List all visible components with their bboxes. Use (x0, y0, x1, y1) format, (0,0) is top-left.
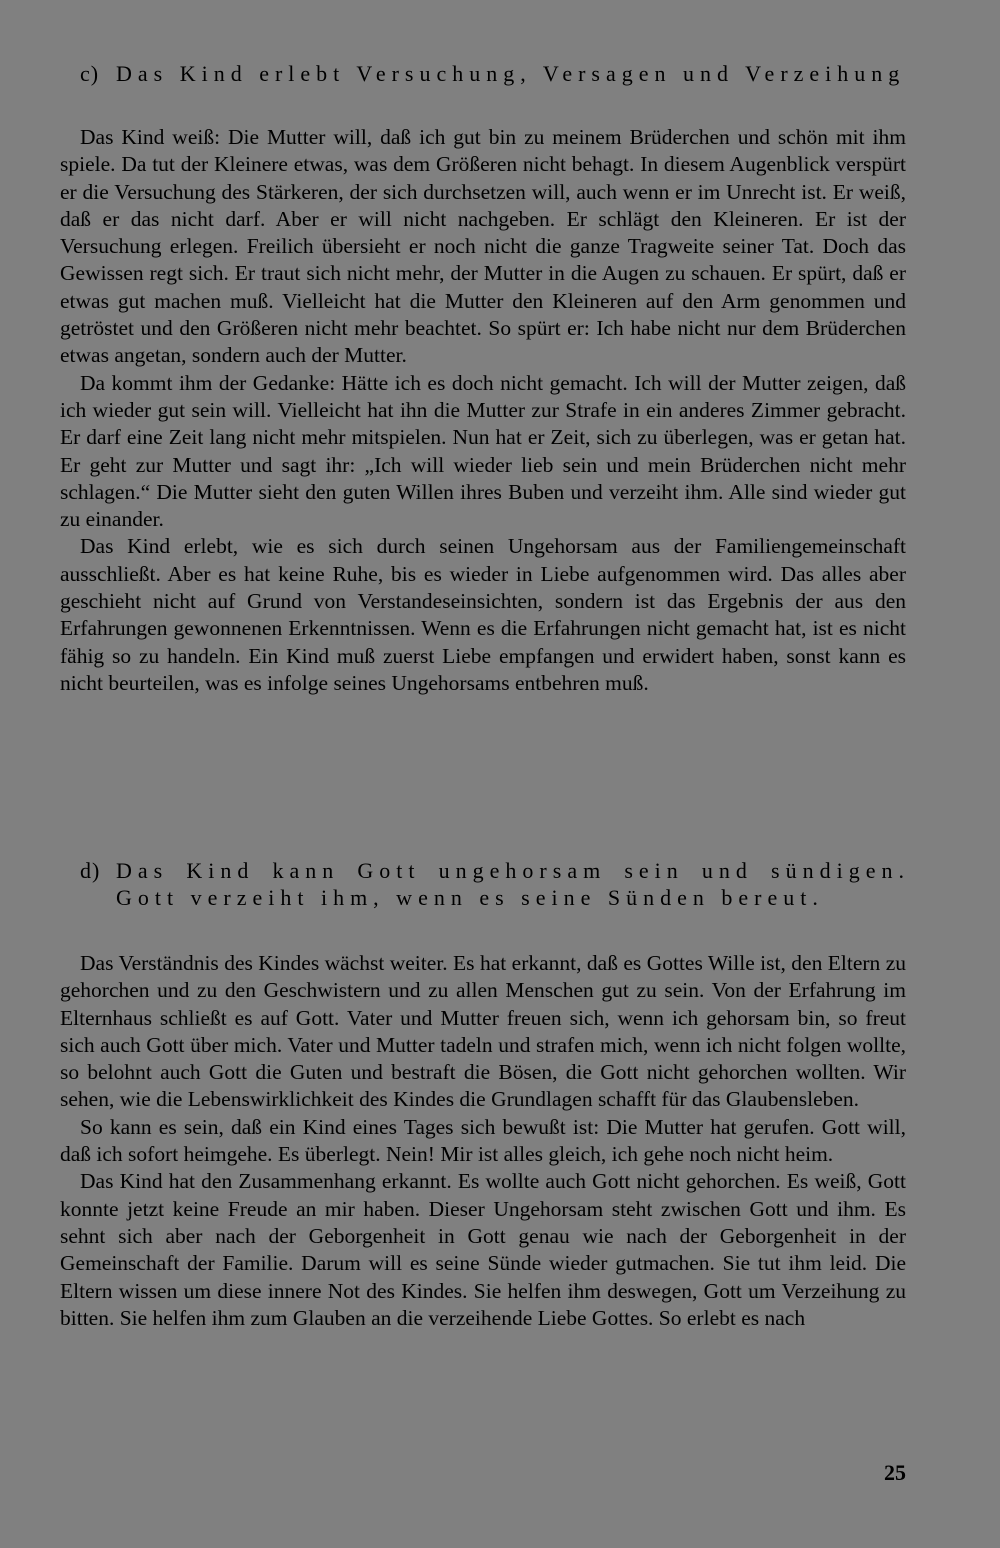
section-c-paragraph-3: Das Kind erlebt, wie es sich durch seinen Ungehorsam aus der Familiengemeinschaft ausschließt. Aber es hat keine Ruhe, bis es wieder in Liebe aufgenommen wird. Das alles aber geschieht nicht auf Grund von Verstandeseinsichten, sondern ist das Ergebnis der aus den Erfahrungen gewonnenen Erkenntnissen. Wenn es die Erfahrungen nicht gemacht hat, ist es nicht fähig so zu handeln. Ein Kind muß zuerst Liebe empfangen und erwidert haben, sonst kann es nicht beurteilen, was es infolge seines Ungehorsams entbehren muß. (60, 534, 906, 695)
section-d-heading (80, 857, 910, 911)
section-c-paragraph-1: Das Kind weiß: Die Mutter will, daß ich gut bin zu meinem Brüderchen und schön mit ihm spiele. Da tut der Kleinere etwas, was dem Größeren nicht behagt. In diesem Augenblick verspürt er die Versuchung des Stärkeren, der sich durchsetzen will, auch wenn er im Unrecht ist. Er weiß, daß er das nicht darf. Aber er will nicht nachgeben. Er schlägt den Kleineren. Er ist der Versuchung erlegen. Freilich übersieht er noch nicht die ganze Tragweite seiner Tat. Doch das Gewissen regt sich. Er traut sich nicht mehr, der Mutter in die Augen zu schauen. Er spürt, daß er etwas gut machen muß. Vielleicht hat die Mutter den Kleineren auf den Arm genommen und getröstet und den Größeren nicht mehr beachtet. So spürt er: Ich habe nicht nur dem Brüderchen etwas angetan, sondern auch der Mutter. (60, 125, 906, 368)
section-d-title: Das Kind kann Gott ungehorsam sein und sündigen. Gott verzeiht ihm, wenn es seine Sünden bereut. (116, 858, 910, 910)
section-c-paragraph-2: Da kommt ihm der Gedanke: Hätte ich es doch nicht gemacht. Ich will der Mutter zeigen, daß ich wieder gut sein will. Vielleicht hat ihn die Mutter zur Strafe in ein anderes Zimmer gebracht. Er darf eine Zeit lang nicht mehr mitspielen. Nun hat er Zeit, sich zu überlegen, was er getan hat. Er geht zur Mutter und sagt ihr: „Ich will wieder lieb sein und mein Brüderchen nicht mehr schlagen.“ Die Mutter sieht den guten Willen ihres Buben und verzeiht ihm. Alle sind wieder gut zu einander. (60, 370, 906, 532)
section-d-marker: d) (80, 858, 101, 883)
section-c-heading (80, 60, 910, 87)
page-number: 25 (884, 1460, 906, 1485)
section-d-paragraph-3: Das Kind hat den Zusammenhang erkannt. Es wollte auch Gott nicht gehorchen. Es weiß, Gott konnte jetzt keine Freude an mir haben. Dieser Ungehorsam steht zwischen Gott und ihm. Es sehnt sich aber nach der Geborgenheit in Gott genau wie nach der Geborgenheit in der Gemeinschaft der Familie. Darum will es seine Sünde wieder gutmachen. Sie tut ihm leid. Die Eltern wissen um diese innere Not des Kindes. Sie helfen ihm deswegen, Gott um Verzeihung zu bitten. Sie helfen ihm zum Glauben an die verzeihende Liebe Gottes. So erlebt es nach (60, 1169, 906, 1330)
section-d-paragraph-2: So kann es sein, daß ein Kind eines Tages sich bewußt ist: Die Mutter hat gerufen. Gott will, daß ich sofort heimgehe. Es überlegt. Nein! Mir ist alles gleich, ich gehe noch nicht heim. (60, 1114, 906, 1167)
section-d-body (60, 950, 906, 1332)
section-c-marker: c) (80, 61, 100, 86)
section-c-title: Das Kind erlebt Versuchung, Versagen und Verzeihung (116, 61, 906, 86)
section-c-body (60, 124, 906, 697)
section-d-paragraph-1: Das Verständnis des Kindes wächst weiter. Es hat erkannt, daß es Gottes Wille ist, den Eltern zu gehorchen und zu den Geschwistern und zu allen Menschen gut zu sein. Von der Erfahrung im Elternhaus schließt es auf Gott. Vater und Mutter freuen sich, wenn ich gehorsam bin, so freut sich auch Gott über mich. Vater und Mutter tadeln und strafen mich, wenn ich nicht folgen wollte, so belohnt auch Gott die Guten und bestraft die Bösen, die Gott nicht gehorchen wollten. Wir sehen, wie die Lebenswirklichkeit des Kindes die Grundlagen schafft für das Glaubensleben. (60, 951, 906, 1112)
